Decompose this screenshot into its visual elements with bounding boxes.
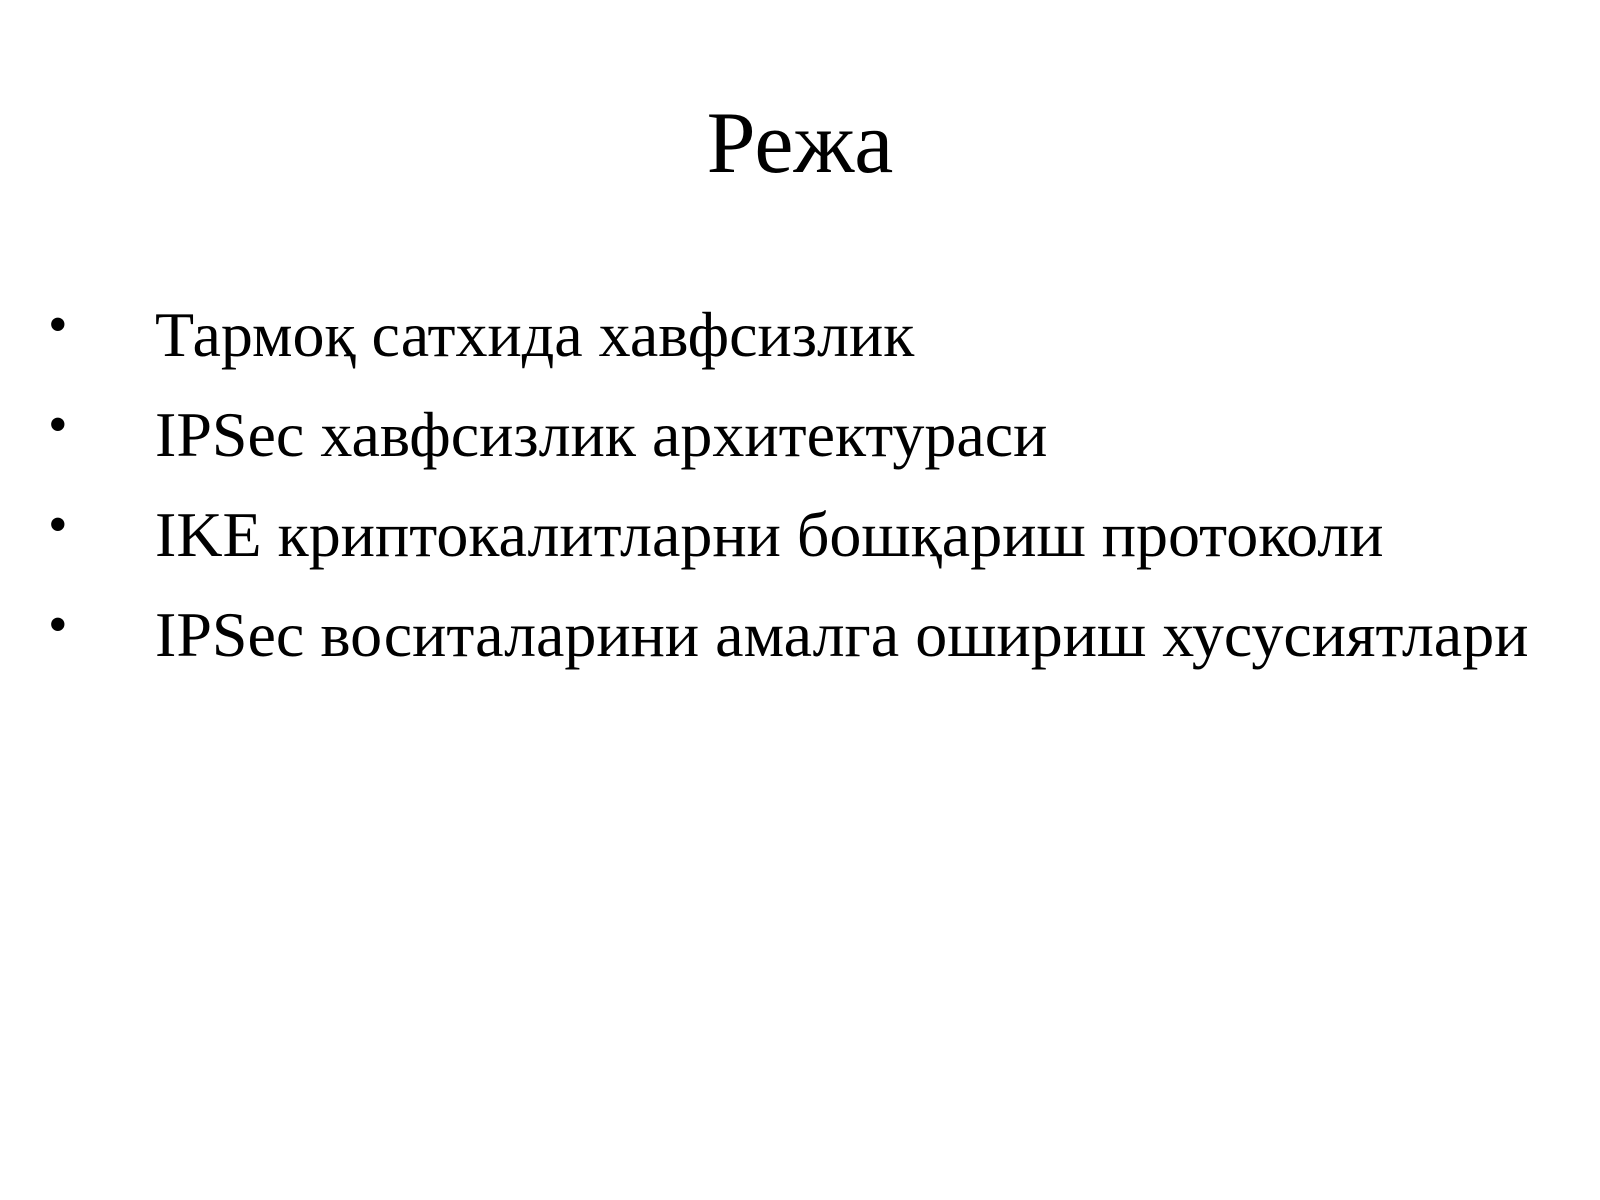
list-item [0, 294, 1600, 370]
bullet-text: IKE криптокалитларни бошқариш протоколи [155, 499, 1384, 570]
bullet-icon: • [48, 594, 68, 656]
bullet-list [0, 294, 1600, 700]
bullet-text: Тармоқ сатхида хавфсизлик [155, 299, 915, 370]
bullet-icon: • [48, 394, 68, 456]
list-item [0, 394, 1600, 470]
slide-title: Режа [706, 95, 894, 192]
bullet-text: IPSec воситаларини амалга ошириш хусусиятлари [155, 599, 1529, 670]
bullet-icon: • [48, 294, 68, 356]
list-item [0, 494, 1600, 570]
list-item [0, 594, 1600, 670]
bullet-icon: • [48, 494, 68, 556]
bullet-text: IPSec хавфсизлик архитектураси [155, 399, 1048, 470]
